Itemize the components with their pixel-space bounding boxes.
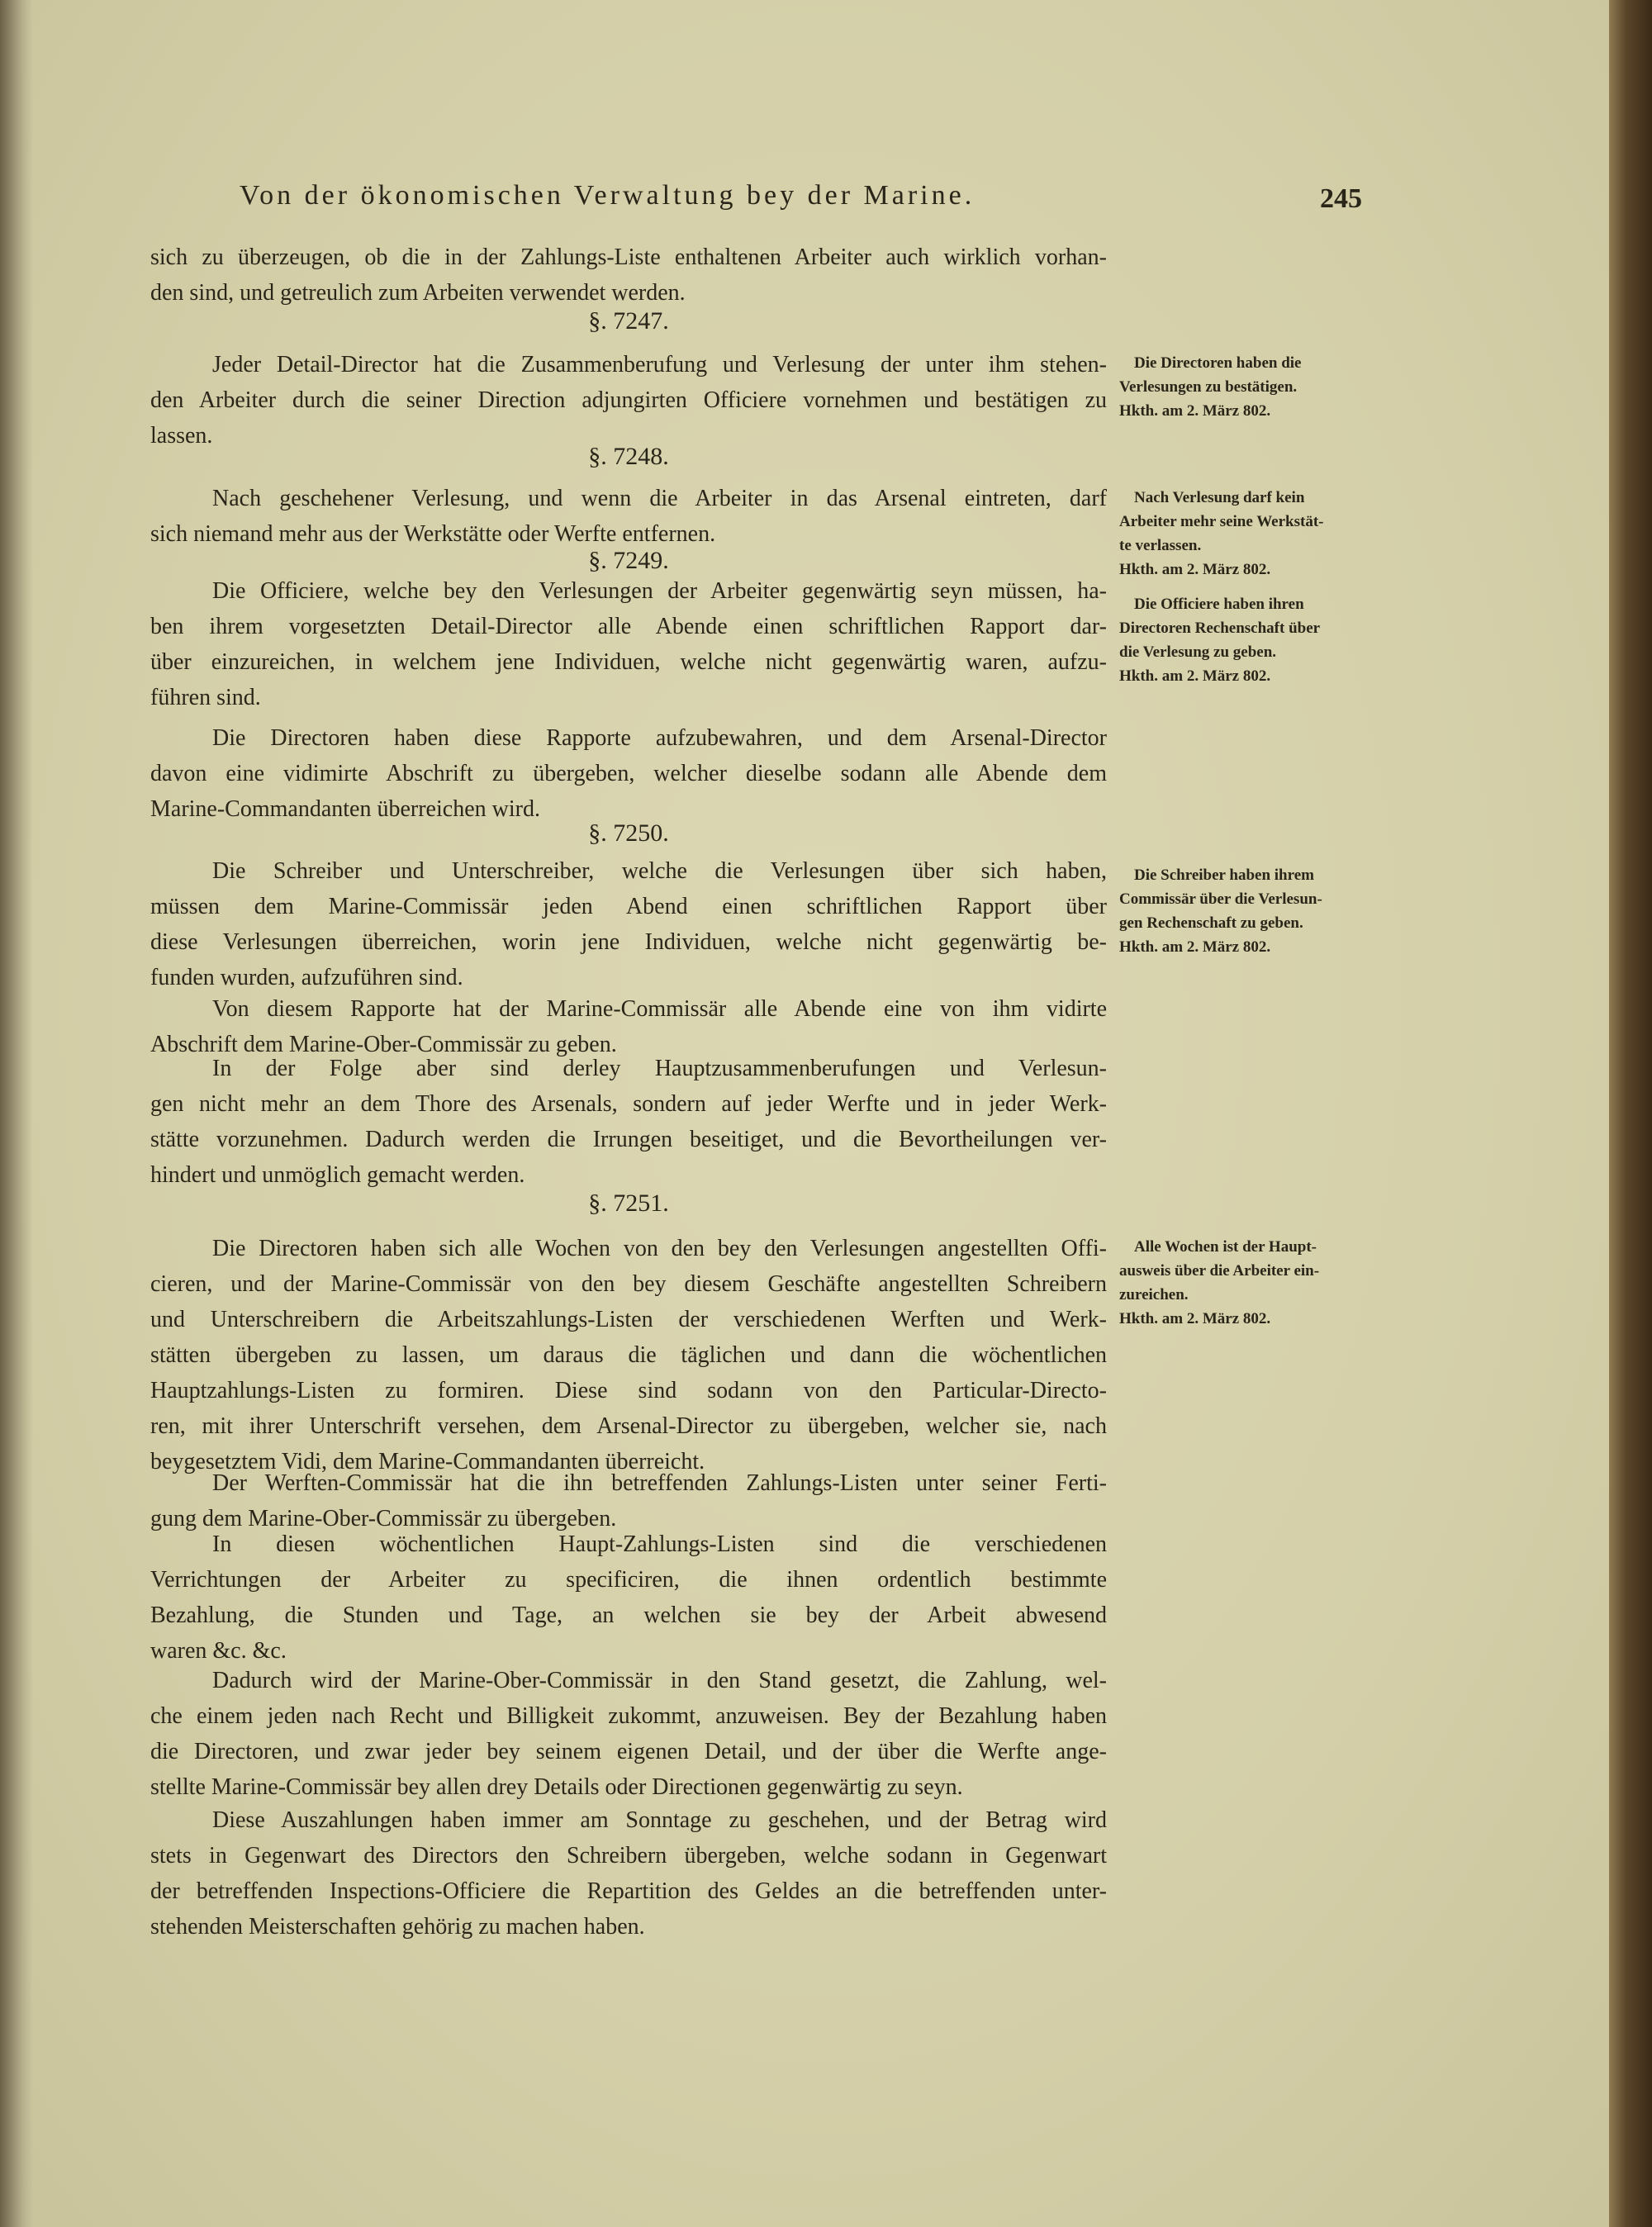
page-number: 245	[1320, 183, 1362, 214]
paragraph	[150, 1051, 1107, 1193]
text-line: Alle Wochen ist der Haupt-	[1134, 1238, 1317, 1256]
paragraph	[150, 347, 1107, 453]
text-line: müssen dem Marine-Commissär jeden Abend einen schriftlichen Rapport über	[150, 894, 1107, 919]
paragraph	[150, 481, 1107, 552]
text-line: Bezahlung, die Stunden und Tage, an welchen sie bey der Arbeit abwesend	[150, 1603, 1107, 1628]
text-line: Dadurch wird der Marine-Ober-Commissär in den Stand gesetzt, die Zahlung, wel-	[212, 1668, 1107, 1693]
text-line: Die Directoren haben sich alle Wochen von den bey den Verlesungen angestellten Offi-	[212, 1236, 1107, 1261]
text-line: Jeder Detail-Director hat die Zusammenberufung und Verlesung der unter ihm stehen-	[212, 352, 1107, 377]
text-line: gen Rechenschaft zu geben.	[1119, 914, 1303, 932]
text-line: cieren, und der Marine-Commissär von den bey diesem Geschäfte angestellten Schreibern	[150, 1271, 1107, 1297]
text-line: stätten übergeben zu lassen, um daraus die täglichen und dann die wöchentlichen	[150, 1342, 1107, 1368]
margin-note	[1119, 486, 1363, 582]
text-line: und Unterschreibern die Arbeitszahlungs-Listen der verschiedenen Werften und Werk-	[150, 1307, 1107, 1332]
text-line: te verlassen.	[1119, 537, 1202, 554]
text-line: funden wurden, aufzuführen sind.	[150, 965, 463, 990]
text-line: zureichen.	[1119, 1286, 1189, 1303]
text-line: Die Schreiber und Unterschreiber, welche die Verlesungen über sich haben,	[212, 858, 1107, 884]
text-line: Hkth. am 2. März 802.	[1119, 667, 1271, 685]
text-line: ausweis über die Arbeiter ein-	[1119, 1262, 1320, 1280]
text-line: Die Officiere haben ihren	[1134, 596, 1304, 613]
paragraph	[150, 1802, 1107, 1944]
text-line: den Arbeiter durch die seiner Direction adjungirten Officiere vornehmen und bestätigen zu	[150, 387, 1107, 413]
paragraph	[150, 240, 1107, 311]
text-line: ren, mit ihrer Unterschrift versehen, dem Arsenal-Director zu übergeben, welcher sie, nach	[150, 1413, 1107, 1439]
text-line: gung dem Marine-Ober-Commissär zu übergeben.	[150, 1506, 617, 1531]
text-line: diese Verlesungen überreichen, worin jene Individuen, welche nicht gegenwärtig be-	[150, 929, 1107, 955]
text-line: den sind, und getreulich zum Arbeiten verwendet werden.	[150, 280, 686, 306]
text-line: gen nicht mehr an dem Thore des Arsenals, sondern auf jeder Werfte und in jeder Werk-	[150, 1091, 1107, 1117]
text-line: Hauptzahlungs-Listen zu formiren. Diese sind sodann von den Particular-Directo-	[150, 1378, 1107, 1403]
text-line: Hkth. am 2. März 802.	[1119, 561, 1271, 578]
paragraph	[150, 1663, 1107, 1805]
text-line: hindert und unmöglich gemacht werden.	[150, 1162, 525, 1188]
section-heading: §. 7251.	[588, 1189, 669, 1217]
text-line: sich niemand mehr aus der Werkstätte oder Werfte entfernen.	[150, 521, 716, 547]
paragraph	[150, 1231, 1107, 1479]
section-heading: §. 7250.	[588, 819, 669, 847]
text-line: Die Schreiber haben ihrem	[1134, 867, 1314, 884]
text-line: Hkth. am 2. März 802.	[1119, 1310, 1271, 1327]
text-line: führen sind.	[150, 685, 261, 710]
text-line: Der Werften-Commissär hat die ihn betreffenden Zahlungs-Listen unter seiner Ferti-	[212, 1470, 1107, 1496]
text-line: Die Officiere, welche bey den Verlesungen der Arbeiter gegenwärtig seyn müssen, ha-	[212, 578, 1107, 604]
text-line: stellte Marine-Commissär bey allen drey Details oder Directionen gegenwärtig zu seyn.	[150, 1774, 963, 1800]
text-line: lassen.	[150, 423, 213, 449]
text-line: über einzureichen, in welchem jene Individuen, welche nicht gegenwärtig waren, aufzu-	[150, 649, 1107, 675]
paragraph	[150, 573, 1107, 715]
text-line: Hkth. am 2. März 802.	[1119, 402, 1271, 420]
text-line: In diesen wöchentlichen Haupt-Zahlungs-Listen sind die verschiedenen	[212, 1531, 1107, 1557]
margin-note	[1119, 863, 1363, 959]
text-line: stätte vorzunehmen. Dadurch werden die Irrungen beseitiget, und die Bevortheilungen ver-	[150, 1127, 1107, 1152]
text-line: In der Folge aber sind derley Hauptzusammenberufungen und Verlesun-	[212, 1056, 1107, 1081]
text-line: waren &c. &c.	[150, 1638, 287, 1664]
text-line: ben ihrem vorgesetzten Detail-Director alle Abende einen schriftlichen Rapport dar-	[150, 614, 1107, 639]
text-line: Diese Auszahlungen haben immer am Sonntage zu geschehen, und der Betrag wird	[212, 1807, 1107, 1833]
running-header: Von der ökonomischen Verwaltung bey der Marine.	[240, 180, 976, 211]
section-heading: §. 7247.	[588, 307, 669, 335]
text-line: davon eine vidimirte Abschrift zu übergeben, welcher dieselbe sodann alle Abende dem	[150, 761, 1107, 786]
text-line: Nach geschehener Verlesung, und wenn die Arbeiter in das Arsenal eintreten, darf	[212, 486, 1107, 511]
text-line: die Directoren, und zwar jeder bey seinem eigenen Detail, und der über die Werfte ange-	[150, 1739, 1107, 1764]
margin-note	[1119, 592, 1363, 688]
text-line: Abschrift dem Marine-Ober-Commissär zu geben.	[150, 1032, 617, 1057]
text-line: che einem jeden nach Recht und Billigkeit zukommt, anzuweisen. Bey der Bezahlung haben	[150, 1703, 1107, 1729]
margin-note	[1119, 1235, 1363, 1331]
text-line: stets in Gegenwart des Directors den Schreibern übergeben, welche sodann in Gegenwart	[150, 1843, 1107, 1868]
text-line: Marine-Commandanten überreichen wird.	[150, 796, 540, 822]
text-line: die Verlesung zu geben.	[1119, 643, 1277, 661]
text-line: stehenden Meisterschaften gehörig zu machen haben.	[150, 1914, 645, 1940]
text-line: der betreffenden Inspections-Officiere die Repartition des Geldes an die betreffenden unter-	[150, 1878, 1107, 1904]
text-line: Hkth. am 2. März 802.	[1119, 938, 1271, 956]
text-line: Arbeiter mehr seine Werkstät-	[1119, 513, 1324, 530]
margin-note	[1119, 351, 1363, 423]
text-line: Die Directoren haben diese Rapporte aufzubewahren, und dem Arsenal-Director	[212, 725, 1107, 751]
text-line: Die Directoren haben die	[1134, 354, 1302, 372]
text-line: Von diesem Rapporte hat der Marine-Commissär alle Abende eine von ihm vidirte	[212, 996, 1107, 1022]
page-gutter-shadow	[0, 0, 33, 2227]
text-line: Nach Verlesung darf kein	[1134, 489, 1305, 506]
text-line: Commissär über die Verlesun-	[1119, 890, 1322, 908]
text-line: sich zu überzeugen, ob die in der Zahlungs-Liste enthaltenen Arbeiter auch wirklich vorhan-	[150, 245, 1107, 270]
paragraph	[150, 1527, 1107, 1669]
section-heading: §. 7249.	[588, 547, 669, 574]
text-line: Verrichtungen der Arbeiter zu specificiren, die ihnen ordentlich bestimmte	[150, 1567, 1107, 1593]
paragraph	[150, 853, 1107, 995]
text-line: beygesetztem Vidi, dem Marine-Commandanten überreicht.	[150, 1449, 705, 1474]
book-edge	[1609, 0, 1652, 2227]
paragraph	[150, 720, 1107, 827]
section-heading: §. 7248.	[588, 443, 669, 470]
text-line: Directoren Rechenschaft über	[1119, 620, 1321, 637]
text-line: Verlesungen zu bestätigen.	[1119, 378, 1298, 396]
